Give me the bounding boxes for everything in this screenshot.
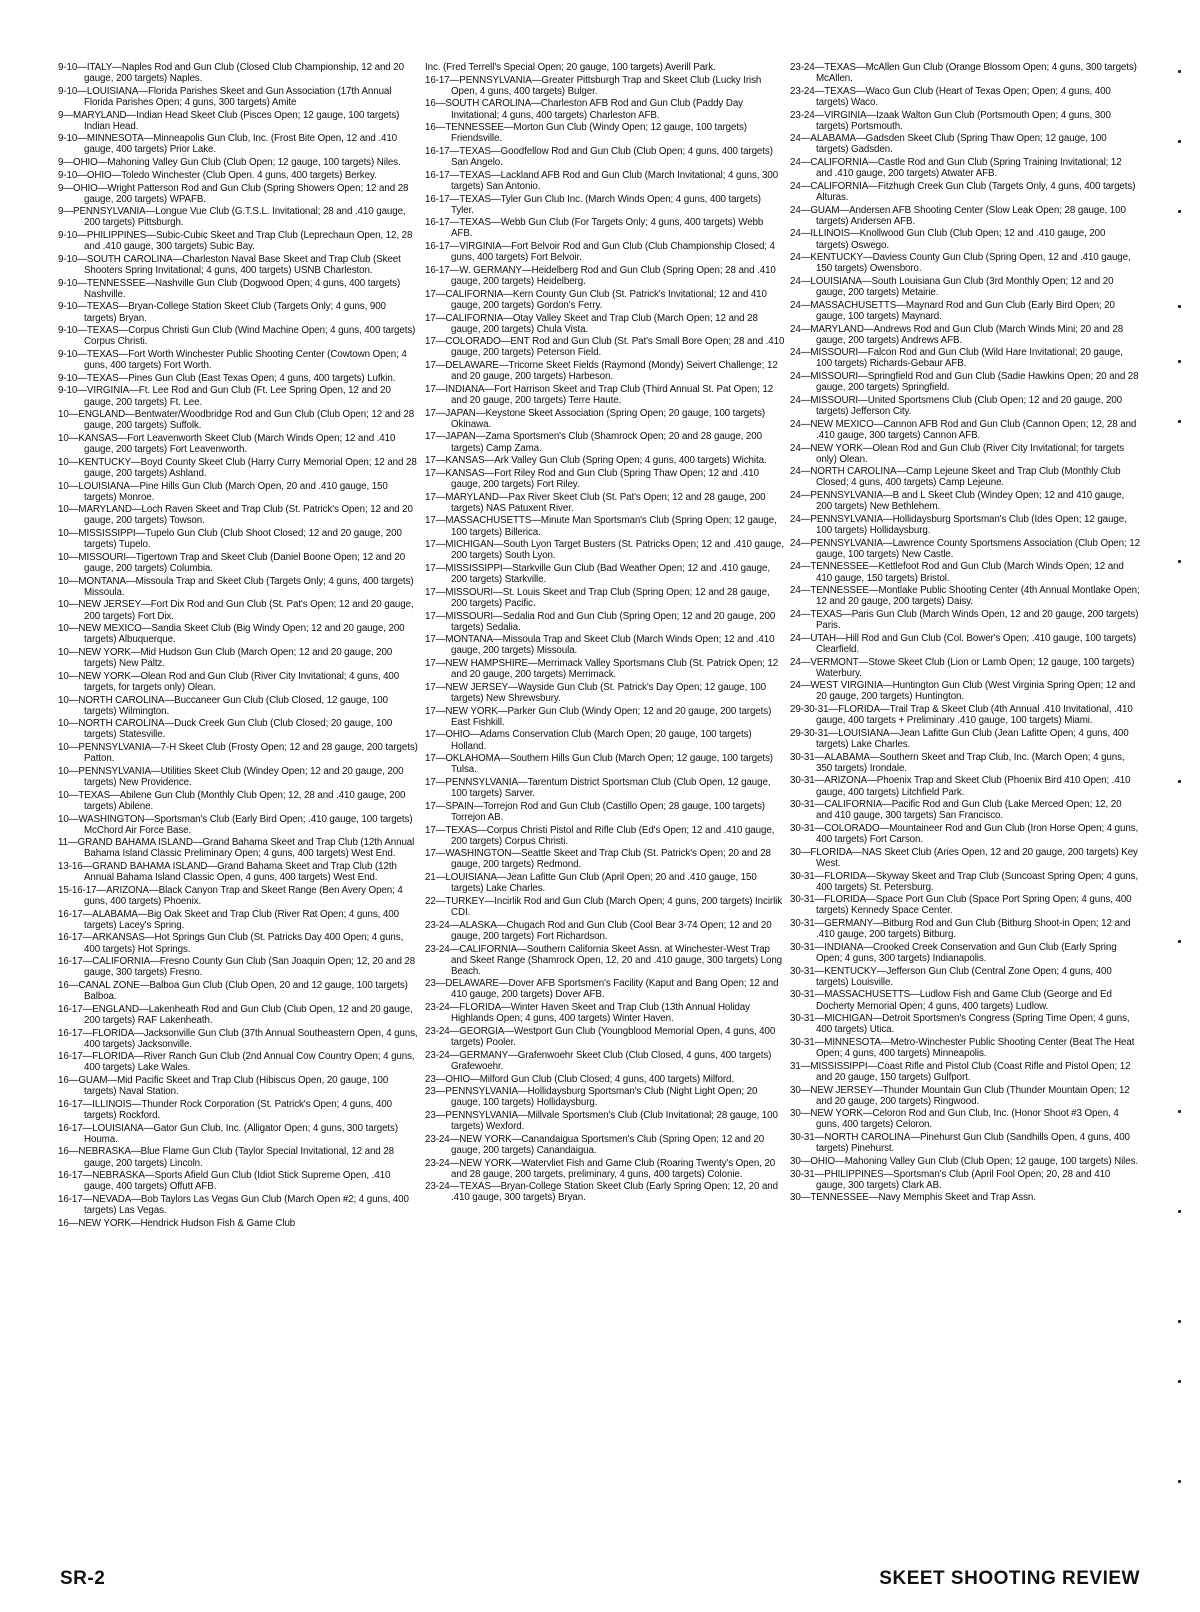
event-listing: 17—KANSAS—Fort Riley Rod and Gun Club (Spring Thaw Open; 12 and .410 gauge, 200 targets) Fort Riley. — [425, 467, 759, 490]
edge-mark — [1178, 940, 1181, 943]
event-listing: 17—NEW HAMPSHIRE—Merrimack Valley Sportsmans Club (St. Patrick Open; 12 and 20 gauge, 200 targets) Merrimack. — [425, 658, 779, 681]
event-listing: 24—MISSOURI—Springfield Rod and Gun Club (Sadie Hawkins Open; 20 and 28 gauge, 200 targets) Springfield. — [790, 371, 1139, 394]
edge-mark — [1178, 1320, 1181, 1323]
event-listing: 30-31—FLORIDA—Space Port Gun Club (Space Port Spring Open; 4 guns, 400 targets) Kennedy Space Center. — [790, 894, 1132, 917]
event-listing: 29-30-31—LOUISIANA—Jean Lafitte Gun Club (Jean Lafitte Open; 4 guns, 400 targets) Lake Charles. — [790, 727, 1129, 750]
event-listing: 24—MARYLAND—Andrews Rod and Gun Club (March Winds Mini; 20 and 28 gauge, 200 targets) Andrews AFB. — [790, 323, 1124, 346]
edge-mark — [1178, 1210, 1181, 1213]
event-listing: 30-31—MINNESOTA—Metro-Winchester Public Shooting Center (Beat The Heat Open; 4 guns, 400 targets) Minneapolis. — [790, 1037, 1135, 1060]
event-listing: 24—UTAH—Hill Rod and Gun Club (Col. Bower's Open; .410 gauge, 100 targets) Clearfield. — [790, 632, 1137, 655]
event-listing: 24—ILLINOIS—Knollwood Gun Club (Club Open; 12 and .410 gauge, 200 targets) Oswego. — [790, 228, 1106, 251]
event-listing: 30-31—FLORIDA—Skyway Skeet and Trap Club (Suncoast Spring Open; 4 guns, 400 targets) St. Petersburg. — [790, 870, 1138, 893]
event-listing: 16-17—PENNSYLVANIA—Greater Pittsburgh Trap and Skeet Club (Lucky Irish Open, 4 guns, 400 targets) Bulger. — [425, 74, 762, 97]
publication-title: SKEET SHOOTING REVIEW — [879, 1568, 1140, 1589]
event-listing: 24—PENNSYLVANIA—B and L Skeet Club (Windey Open; 12 and 410 gauge, 200 targets) New Bethlehem. — [790, 490, 1125, 513]
event-listing: 21—LOUISIANA—Jean Lafitte Gun Club (April Open; 20 and .410 gauge, 150 targets) Lake Charles. — [425, 872, 757, 895]
event-listing: 10—MISSOURI—Tigertown Trap and Skeet Club (Daniel Boone Open; 12 and 20 gauge, 200 targets) Columbia. — [58, 551, 406, 574]
event-listing: 9-10—ITALY—Naples Rod and Gun Club (Closed Club Championship, 12 and 20 gauge, 200 targets) Naples. — [58, 62, 404, 85]
event-listing: 16-17—VIRGINIA—Fort Belvoir Rod and Gun Club (Club Championship Closed; 4 guns, 400 targets) Fort Belvoir. — [425, 241, 775, 264]
listing-column-2 — [425, 62, 785, 1205]
event-listing: 10—NEW JERSEY—Fort Dix Rod and Gun Club (St. Pat's Open; 12 and 20 gauge, 200 targets) Fort Dix. — [58, 599, 414, 622]
edge-mark — [1178, 70, 1181, 73]
event-listing: 30-31—NORTH CAROLINA—Pinehurst Gun Club (Sandhills Open, 4 guns, 400 targets) Pinehurst. — [790, 1132, 1130, 1155]
event-listing: 17—CALIFORNIA—Otay Valley Skeet and Trap Club (March Open; 12 and 28 gauge, 200 targets) Chula Vista. — [425, 312, 758, 335]
event-listing: 17—DELAWARE—Tricorne Skeet Fields (Raymond (Mondy) Seivert Challenge; 12 and 20 gauge, 200 targets) Harbeson. — [425, 360, 778, 383]
event-listing: 16-17—W. GERMANY—Heidelberg Rod and Gun Club (Spring Open; 28 and .410 gauge, 200 targets) Heidelberg. — [425, 264, 776, 288]
event-listing: 24—MASSACHUSETTS—Maynard Rod and Gun Club (Early Bird Open; 20 gauge, 100 targets) Maynard. — [790, 299, 1115, 322]
event-listing: 10—NEW YORK—Mid Hudson Gun Club (March Open; 12 and 20 gauge, 200 targets) New Paltz. — [58, 647, 393, 670]
event-listing: 17—WASHINGTON—Seattle Skeet and Trap Club (St. Patrick's Open; 20 and 28 gauge, 200 targets) Redmond. — [425, 848, 771, 871]
event-listing: 30-31—MICHIGAN—Detroit Sportsmen's Congress (Spring Time Open; 4 guns, 400 targets) Utica. — [790, 1013, 1130, 1036]
edge-mark — [1178, 420, 1181, 423]
event-listing: 23—PENNSYLVANIA—Millvale Sportsmen's Club (Club Invitational; 28 gauge, 100 targets) Wexford. — [425, 1109, 778, 1133]
event-listing: 17—CALIFORNIA—Kern County Gun Club (St. Patrick's Invitational; 12 and 410 gauge, 200 targets) Gordon's Ferry. — [425, 288, 767, 311]
event-listing: 9—PENNSYLVANIA—Longue Vue Club (G.T.S.L. Invitational; 28 and .410 gauge, 200 targets) Pittsburgh. — [58, 206, 406, 229]
event-listing: 17—KANSAS—Ark Valley Gun Club (Spring Open; 4 guns, 400 targets) Wichita. — [425, 455, 767, 467]
event-listing: 16-17—ARKANSAS—Hot Springs Gun Club (St. Patricks Day 400 Open; 4 guns, 400 targets) Hot Springs. — [58, 932, 404, 955]
event-listing: 23-24—TEXAS—Bryan-College Station Skeet Club (Early Spring Open; 12, 20 and .410 gauge, 300 targets) Bryan. — [425, 1181, 779, 1204]
event-listing: 10—TEXAS—Abilene Gun Club (Monthly Club Open; 12, 28 and .410 gauge, 200 targets) Abilene. — [58, 789, 406, 812]
event-listing: 23-24—GEORGIA—Westport Gun Club (Youngblood Memorial Open, 4 guns, 400 targets) Pooler. — [425, 1025, 776, 1049]
event-listing: 24—PENNSYLVANIA—Lawrence County Sportsmens Association (Club Open; 12 gauge, 100 targets) New Castle. — [790, 537, 1140, 560]
event-listing: 24—GUAM—Andersen AFB Shooting Center (Slow Leak Open; 28 gauge, 100 targets) Andersen AFB. — [790, 204, 1126, 227]
edge-mark — [1178, 140, 1181, 143]
event-listing: 17—OKLAHOMA—Southern Hills Gun Club (March Open; 12 gauge, 100 targets) Tulsa. — [425, 753, 773, 776]
event-listing: 16-17—TEXAS—Tyler Gun Club Inc. (March Winds Open; 4 guns, 400 targets) Tyler. — [425, 193, 761, 216]
edge-mark — [1178, 560, 1181, 563]
listing-column-1 — [58, 62, 418, 1230]
event-listing: 24—PENNSYLVANIA—Hollidaysburg Sportsman's Club (Ides Open; 12 gauge, 100 targets) Hollidaysburg. — [790, 513, 1127, 536]
event-listing: 13-16—GRAND BAHAMA ISLAND—Grand Bahama Skeet and Trap Club (12th Annual Bahama Island Classic Open, 4 guns, 400 targets) West End. — [58, 861, 397, 884]
event-listing: 9-10—TEXAS—Corpus Christi Gun Club (Wind Machine Open; 4 guns, 400 targets) Corpus Christi. — [58, 325, 416, 348]
event-listing: 16—TENNESSEE—Morton Gun Club (Windy Open; 12 gauge, 100 targets) Friendsville. — [425, 122, 747, 145]
event-listing: 24—ALABAMA—Gadsden Skeet Club (Spring Thaw Open; 12 gauge, 100 targets) Gadsden. — [790, 133, 1107, 156]
event-listing: 24—NORTH CAROLINA—Camp Lejeune Skeet and Trap Club (Monthly Club Closed; 4 guns, 400 targets) Camp Lejeune. — [790, 466, 1121, 489]
event-listing: 17—INDIANA—Fort Harrison Skeet and Trap Club (Third Annual St. Pat Open; 12 and 20 gauge, 200 targets) Terre Haute. — [425, 383, 774, 406]
event-listing: 10—WASHINGTON—Sportsman's Club (Early Bird Open; .410 gauge, 100 targets) McChord Air Force Base. — [58, 813, 413, 836]
event-listing: 30—NEW YORK—Celoron Rod and Gun Club, Inc. (Honor Shoot #3 Open, 4 guns, 400 targets) Celoron. — [790, 1108, 1119, 1131]
event-listing: 17—JAPAN—Keystone Skeet Association (Spring Open; 20 gauge, 100 targets) Okinawa. — [425, 407, 766, 430]
event-listing: 10—MARYLAND—Loch Raven Skeet and Trap Club (St. Patrick's Open; 12 and 20 gauge, 200 targets) Towson. — [58, 504, 413, 527]
event-listing: 10—MONTANA—Missoula Trap and Skeet Club (Targets Only; 4 guns, 400 targets) Missoula. — [58, 575, 414, 598]
event-listing: 30-31—ARIZONA—Phoenix Trap and Skeet Club (Phoenix Bird 410 Open; .410 gauge, 400 targets) Litchfield Park. — [790, 775, 1131, 798]
event-listing: 23-24—ALASKA—Chugach Rod and Gun Club (Cool Bear 3-74 Open; 12 and 20 gauge, 200 targets) Fort Richardson. — [425, 919, 772, 942]
event-listing: 17—COLORADO—ENT Rod and Gun Club (St. Pat's Small Bore Open; 28 and .410 gauge, 200 targets) Peterson Field. — [425, 336, 785, 359]
event-listing: 9—OHIO—Mahoning Valley Gun Club (Club Open; 12 gauge, 100 targets) Niles. — [58, 157, 401, 169]
edge-mark — [1178, 1380, 1181, 1383]
event-listing: 16—CANAL ZONE—Balboa Gun Club (Club Open, 20 and 12 gauge, 100 targets) Balboa. — [58, 979, 408, 1003]
event-listing: 17—MISSOURI—Sedalia Rod and Gun Club (Spring Open; 12 and 20 gauge, 200 targets) Sedalia. — [425, 610, 776, 633]
event-listing: 30-31—KENTUCKY—Jefferson Gun Club (Central Zone Open; 4 guns, 400 targets) Louisville. — [790, 965, 1112, 988]
event-listing: 17—NEW YORK—Parker Gun Club (Windy Open; 12 and 20 gauge, 200 targets) East Fishkill. — [425, 705, 772, 728]
event-listing: 16-17—ALABAMA—Big Oak Skeet and Trap Club (River Rat Open; 4 guns, 400 targets) Lacey's Spring. — [58, 908, 399, 931]
event-listing: 16-17—TEXAS—Goodfellow Rod and Gun Club (Club Open; 4 guns, 400 targets) San Angelo. — [425, 146, 773, 169]
event-listing: 17—MASSACHUSETTS—Minute Man Sportsman's Club (Spring Open; 12 gauge, 100 targets) Billerica. — [425, 515, 777, 538]
event-listing: 23—DELAWARE—Dover AFB Sportsmen's Facility (Kaput and Bang Open; 12 and 410 gauge, 200 targets) Dover AFB. — [425, 978, 779, 1001]
event-listing: 16—NEW YORK—Hendrick Hudson Fish & Game Club — [58, 1217, 296, 1229]
event-listing: 23-24—TEXAS—Waco Gun Club (Heart of Texas Open; Open; 4 guns, 400 targets) Waco. — [790, 85, 1111, 108]
event-listing: 9-10—MINNESOTA—Minneapolis Gun Club, Inc. (Frost Bite Open, 12 and .410 gauge, 400 targets) Prior Lake. — [58, 133, 398, 156]
event-listing: 16-17—LOUISIANA—Gator Gun Club, Inc. (Alligator Open; 4 guns, 300 targets) Houma. — [58, 1122, 399, 1145]
event-listing: 29-30-31—FLORIDA—Trail Trap & Skeet Club (4th Annual .410 Invitational, .410 gauge, 400 targets + Preliminary .410 gauge, 100 targets) Miami. — [790, 704, 1133, 727]
event-listing: 23—PENNSYLVANIA—Hollidaysburg Sportsman's Club (Night Light Open; 20 gauge, 100 targets) Hollidaysburg. — [425, 1086, 758, 1109]
event-listing: 17—NEW JERSEY—Wayside Gun Club (St. Patrick's Day Open; 12 gauge, 100 targets) New Shrewsbury. — [425, 681, 766, 704]
event-listing: 16—NEBRASKA—Blue Flame Gun Club (Taylor Special Invitational, 12 and 28 gauge, 200 targets) Lincoln. — [58, 1146, 394, 1169]
event-listing: 23-24—FLORIDA—Winter Haven Skeet and Trap Club (13th Annual Holiday Highlands Open; 4 guns, 400 targets) Winter Haven. — [425, 1002, 750, 1025]
event-listing: 17—SPAIN—Torrejon Rod and Gun Club (Castillo Open; 28 gauge, 100 targets) Torrejon AB. — [425, 800, 765, 823]
event-listing: 10—MISSISSIPPI—Tupelo Gun Club (Club Shoot Closed; 12 and 20 gauge, 200 targets) Tupelo. — [58, 528, 402, 551]
event-listing: 24—TEXAS—Paris Gun Club (March Winds Open, 12 and 20 gauge, 200 targets) Paris. — [790, 608, 1139, 632]
scan-edge-marks — [1178, 60, 1188, 1560]
event-listing: 16-17—NEBRASKA—Sports Afield Gun Club (Idiot Stick Supreme Open, .410 gauge, 400 targets) Offutt AFB. — [58, 1170, 391, 1193]
event-listing: 15-16-17—ARIZONA—Black Canyon Trap and Skeet Range (Ben Avery Open; 4 guns, 400 targets) Phoenix. — [58, 884, 403, 907]
event-listing: Inc. (Fred Terrell's Special Open; 20 gauge, 100 targets) Averill Park. — [425, 62, 716, 73]
event-listing: 24—VERMONT—Stowe Skeet Club (Lion or Lamb Open; 12 gauge, 100 targets) Waterbury. — [790, 656, 1135, 679]
event-listing: 9-10—OHIO—Toledo Winchester (Club Open. 4 guns, 400 targets) Berkey. — [58, 169, 377, 181]
event-listing: 30-31—MASSACHUSETTS—Ludlow Fish and Game Club (George and Ed Docherty Memorial Open; 4 guns, 400 targets) Ludlow. — [790, 989, 1112, 1012]
event-listing: 10—LOUISIANA—Pine Hills Gun Club (March Open, 20 and .410 gauge, 150 targets) Monroe. — [58, 480, 388, 503]
event-listing: 9-10—TEXAS—Bryan-College Station Skeet Club (Targets Only; 4 guns, 900 targets) Bryan. — [58, 301, 386, 324]
event-listing: 30—NEW JERSEY—Thunder Mountain Gun Club (Thunder Mountain Open; 12 and 20 gauge, 200 targets) Ringwood. — [790, 1084, 1130, 1107]
event-listing: 23—OHIO—Milford Gun Club (Club Closed; 4 guns, 400 targets) Milford. — [425, 1073, 735, 1085]
event-listing: 17—PENNSYLVANIA—Tarentum District Sportsman Club (Club Open, 12 gauge, 100 targets) Sarver. — [425, 777, 771, 800]
event-listing: 16-17—NEVADA—Bob Taylors Las Vegas Gun Club (March Open #2; 4 guns, 400 targets) Las Vegas. — [58, 1194, 409, 1217]
event-listing: 17—MISSOURI—St. Louis Skeet and Trap Club (Spring Open; 12 and 28 gauge, 200 targets) Pacific. — [425, 586, 770, 609]
event-listing: 23-24—VIRGINIA—Izaak Walton Gun Club (Portsmouth Open; 4 guns, 300 targets) Portsmouth. — [790, 109, 1111, 132]
event-listing: 9-10—SOUTH CAROLINA—Charleston Naval Base Skeet and Trap Club (Skeet Shooters Spring Invitational; 4 guns, 400 targets) USNB Charleston. — [58, 253, 401, 276]
event-listing: 9-10—PHILIPPINES—Subic-Cubic Skeet and Trap Club (Leprechaun Open, 12, 28 and .410 gauge, 300 targets) Subic Bay. — [58, 230, 413, 253]
event-listing: 24—MISSOURI—Falcon Rod and Gun Club (Wild Hare Invitational; 20 gauge, 100 targets) Richards-Gebaur AFB. — [790, 347, 1123, 370]
listing-column-3 — [790, 62, 1140, 1205]
event-listing: 10—ENGLAND—Bentwater/Woodbridge Rod and Gun Club (Club Open; 12 and 28 gauge, 200 targets) Suffolk. — [58, 409, 415, 432]
event-listing: 17—OHIO—Adams Conservation Club (March Open; 20 gauge, 100 targets) Holland. — [425, 729, 752, 752]
event-listing: 24—TENNESSEE—Montlake Public Shooting Center (4th Annual Montlake Open; 12 and 20 gauge, 200 targets) Daisy. — [790, 585, 1140, 608]
event-listing: 16-17—FLORIDA—Jacksonville Gun Club (37th Annual Southeastern Open, 4 guns, 400 targets) Jacksonville. — [58, 1027, 418, 1050]
event-listing: 22—TURKEY—Incirlik Rod and Gun Club (March Open; 4 guns, 200 targets) Incirlik CDI. — [425, 895, 783, 919]
event-listing: 24—NEW MEXICO—Cannon AFB Rod and Gun Club (Cannon Open; 12, 28 and .410 gauge, 300 targets) Cannon AFB. — [790, 418, 1137, 441]
event-listing: 10—NORTH CAROLINA—Buccaneer Gun Club (Club Closed, 12 gauge, 100 targets) Wilmington. — [58, 694, 388, 717]
page-number: SR-2 — [60, 1568, 106, 1589]
edge-mark — [1178, 1110, 1181, 1113]
edge-mark — [1178, 1480, 1181, 1483]
event-listing: 23-24—CALIFORNIA—Southern California Skeet Assn. at Winchester-West Trap and Skeet Range (Shamrock Open, 12, 20 and .410 gauge, 300 targets) Long Beach. — [425, 943, 783, 977]
event-listing: 30—OHIO—Mahoning Valley Gun Club (Club Open; 12 gauge, 100 targets) Niles. — [790, 1155, 1139, 1167]
event-listing: 24—MISSOURI—United Sportsmens Club (Club Open; 12 and 20 gauge, 200 targets) Jefferson City. — [790, 394, 1123, 418]
event-listing: 30-31—ALABAMA—Southern Skeet and Trap Club, Inc. (March Open; 4 guns, 350 targets) Irondale. — [790, 751, 1125, 774]
event-listing: 31—MISSISSIPPI—Coast Rifle and Pistol Club (Coast Rifle and Pistol Open; 12 and 20 gauge, 150 targets) Gulfport. — [790, 1060, 1131, 1083]
event-listing: 17—MONTANA—Missoula Trap and Skeet Club (March Winds Open; 12 and .410 gauge, 200 targets) Missoula. — [425, 634, 775, 657]
event-listing: 30-31—CALIFORNIA—Pacific Rod and Gun Club (Lake Merced Open; 12, 20 and 410 gauge, 300 targets) San Francisco. — [790, 799, 1122, 822]
event-listing: 10—NEW MEXICO—Sandia Skeet Club (Big Windy Open; 12 and 20 gauge, 200 targets) Albuquerque. — [58, 623, 405, 646]
event-listing: 30-31—PHILIPPINES—Sportsman's Club (April Fool Open; 20, 28 and 410 gauge, 300 targets) Clark AB. — [790, 1168, 1111, 1191]
event-listing: 16—SOUTH CAROLINA—Charleston AFB Rod and Gun Club (Paddy Day Invitational; 4 guns, 400 targets) Charleston AFB. — [425, 98, 743, 121]
event-listing: 9—MARYLAND—Indian Head Skeet Club (Pisces Open; 12 gauge, 100 targets) Indian Head. — [58, 109, 400, 132]
edge-mark — [1178, 210, 1181, 213]
event-listing: 23-24—NEW YORK—Watervliet Fish and Game Club (Roaring Twenty's Open, 20 and 28 gauge, 200 targets, preliminary, 4 guns, 400 targets) Colonie. — [425, 1157, 776, 1180]
event-listing: 23-24—NEW YORK—Canandaigua Sportsmen's Club (Spring Open; 12 and 20 gauge, 200 targets) Canandaigua. — [425, 1133, 765, 1156]
event-listing: 17—MARYLAND—Pax River Skeet Club (St. Pat's Open; 12 and 28 gauge, 200 targets) NAS Patuxent River. — [425, 491, 766, 514]
event-listing: 24—TENNESSEE—Kettlefoot Rod and Gun Club (March Winds Open; 12 and 410 gauge, 150 targets) Bristol. — [790, 561, 1124, 584]
event-listing: 16-17—ILLINOIS—Thunder Rock Corporation (St. Patrick's Open; 4 guns, 400 targets) Rockford. — [58, 1098, 392, 1121]
event-listing: 17—MICHIGAN—South Lyon Target Busters (St. Patricks Open; 12 and .410 gauge, 200 targets) South Lyon. — [425, 539, 784, 562]
event-listing: 10—KENTUCKY—Boyd County Skeet Club (Harry Curry Memorial Open; 12 and 28 gauge, 200 targets) Ashland. — [58, 456, 417, 479]
event-listing: 17—TEXAS—Corpus Christi Pistol and Rifle Club (Ed's Open; 12 and .410 gauge, 200 targets) Corpus Christi. — [425, 824, 775, 847]
event-listing: 30-31—INDIANA—Crooked Creek Conservation and Gun Club (Early Spring Open; 4 guns, 300 targets) Indianapolis. — [790, 941, 1117, 964]
event-listing: 9-10—TENNESSEE—Nashville Gun Club (Dogwood Open; 4 guns, 400 targets) Nashville. — [58, 277, 401, 300]
event-listing: 10—KANSAS—Fort Leavenworth Skeet Club (March Winds Open; 12 and .410 gauge, 200 targets) Fort Leavenworth. — [58, 433, 396, 456]
event-listing: 10—NEW YORK—Olean Rod and Gun Club (River City Invitational; 4 guns, 400 targets, for targets only) Olean. — [58, 670, 400, 693]
event-listing: 9—OHIO—Wright Patterson Rod and Gun Club (Spring Showers Open; 12 and 28 gauge, 200 targets) WPAFB. — [58, 182, 409, 205]
event-listing: 30—FLORIDA—NAS Skeet Club (Aries Open, 12 and 20 gauge, 200 targets) Key West. — [790, 846, 1138, 869]
event-listing: 30-31—GERMANY—Bitburg Rod and Gun Club (Bitburg Shoot-in Open; 12 and .410 gauge, 200 targets) Bitburg. — [790, 918, 1131, 941]
edge-mark — [1178, 780, 1181, 783]
event-listing: 9-10—VIRGINIA—Ft. Lee Rod and Gun Club (Ft. Lee Spring Open, 12 and 20 gauge, 200 targets) Ft. Lee. — [58, 385, 391, 408]
event-listing: 16-17—FLORIDA—River Ranch Gun Club (2nd Annual Cow Country Open; 4 guns, 400 targets) Lake Wales. — [58, 1051, 415, 1074]
event-listing: 16-17—CALIFORNIA—Fresno County Gun Club (San Joaquin Open; 12, 20 and 28 gauge, 300 targets) Fresno. — [58, 956, 416, 979]
event-listing: 24—LOUISIANA—South Louisiana Gun Club (3rd Monthly Open; 12 and 20 gauge, 200 targets) Metairie. — [790, 276, 1114, 299]
event-listing: 9-10—TEXAS—Pines Gun Club (East Texas Open; 4 guns, 400 targets) Lufkin. — [58, 372, 396, 384]
edge-mark — [1178, 305, 1181, 308]
event-listing: 10—PENNSYLVANIA—7-H Skeet Club (Frosty Open; 12 and 28 gauge, 200 targets) Patton. — [58, 742, 418, 765]
event-listing: 11—GRAND BAHAMA ISLAND—Grand Bahama Skeet and Trap Club (12th Annual Bahama Island Classic Preliminary Open; 4 guns, 400 targets) West End. — [58, 837, 415, 860]
event-listing: 9-10—TEXAS—Fort Worth Winchester Public Shooting Center (Cowtown Open; 4 guns, 400 targets) Fort Worth. — [58, 348, 407, 372]
event-listing: 17—JAPAN—Zama Sportsmen's Club (Shamrock Open; 20 and 28 gauge, 200 targets) Camp Zama. — [425, 431, 762, 454]
event-listing: 16-17—ENGLAND—Lakenheath Rod and Gun Club (Club Open, 12 and 20 gauge, 200 targets) RAF Lakenheath. — [58, 1003, 413, 1026]
event-listing: 23-24—TEXAS—McAllen Gun Club (Orange Blossom Open; 4 guns, 300 targets) McAllen. — [790, 62, 1137, 85]
event-listing: 24—WEST VIRGINIA—Huntington Gun Club (West Virginia Spring Open; 12 and 20 gauge, 200 targets) Huntington. — [790, 680, 1136, 703]
event-listing: 23-24—GERMANY—Grafenwoehr Skeet Club (Club Closed, 4 guns, 400 targets) Grafewoehr. — [425, 1049, 772, 1072]
event-listing: 30-31—COLORADO—Mountaineer Rod and Gun Club (Iron Horse Open; 4 guns, 400 targets) Fort Carson. — [790, 823, 1139, 846]
edge-mark — [1178, 360, 1181, 363]
event-listing: 24—CALIFORNIA—Castle Rod and Gun Club (Spring Training Invitational; 12 and .410 gauge, 200 targets) Atwater AFB. — [790, 157, 1122, 180]
event-listing: 17—MISSISSIPPI—Starkville Gun Club (Bad Weather Open; 12 and .410 gauge, 200 targets) Starkville. — [425, 563, 770, 586]
event-listing: 24—CALIFORNIA—Fitzhugh Creek Gun Club (Targets Only, 4 guns, 400 targets) Alturas. — [790, 180, 1136, 203]
event-listing: 16-17—TEXAS—Webb Gun Club (For Targets Only; 4 guns, 400 targets) Webb AFB. — [425, 217, 764, 240]
event-listing: 24—KENTUCKY—Daviess County Gun Club (Spring Open, 12 and .410 gauge, 150 targets) Owensboro. — [790, 252, 1131, 275]
event-listing: 16—GUAM—Mid Pacific Skeet and Trap Club (Hibiscus Open, 20 gauge, 100 targets) Naval Station. — [58, 1075, 389, 1098]
event-listing: 10—NORTH CAROLINA—Duck Creek Gun Club (Club Closed; 20 gauge, 100 targets) Statesville. — [58, 718, 393, 741]
event-listing: 16-17—TEXAS—Lackland AFB Rod and Gun Club (March Invitational; 4 guns, 300 targets) San Antonio. — [425, 169, 779, 192]
event-listing: 30—TENNESSEE—Navy Memphis Skeet and Trap Assn. — [790, 1192, 1036, 1204]
event-listing: 24—NEW YORK—Olean Rod and Gun Club (River City Invitational; for targets only) Olean. — [790, 442, 1125, 465]
event-listing: 10—PENNSYLVANIA—Utilities Skeet Club (Windey Open; 12 and 20 gauge, 200 targets) New Providence. — [58, 765, 404, 789]
event-listing: 9-10—LOUISIANA—Florida Parishes Skeet and Gun Association (17th Annual Florida Parishes Open; 4 guns, 300 targets) Amite — [58, 85, 392, 108]
